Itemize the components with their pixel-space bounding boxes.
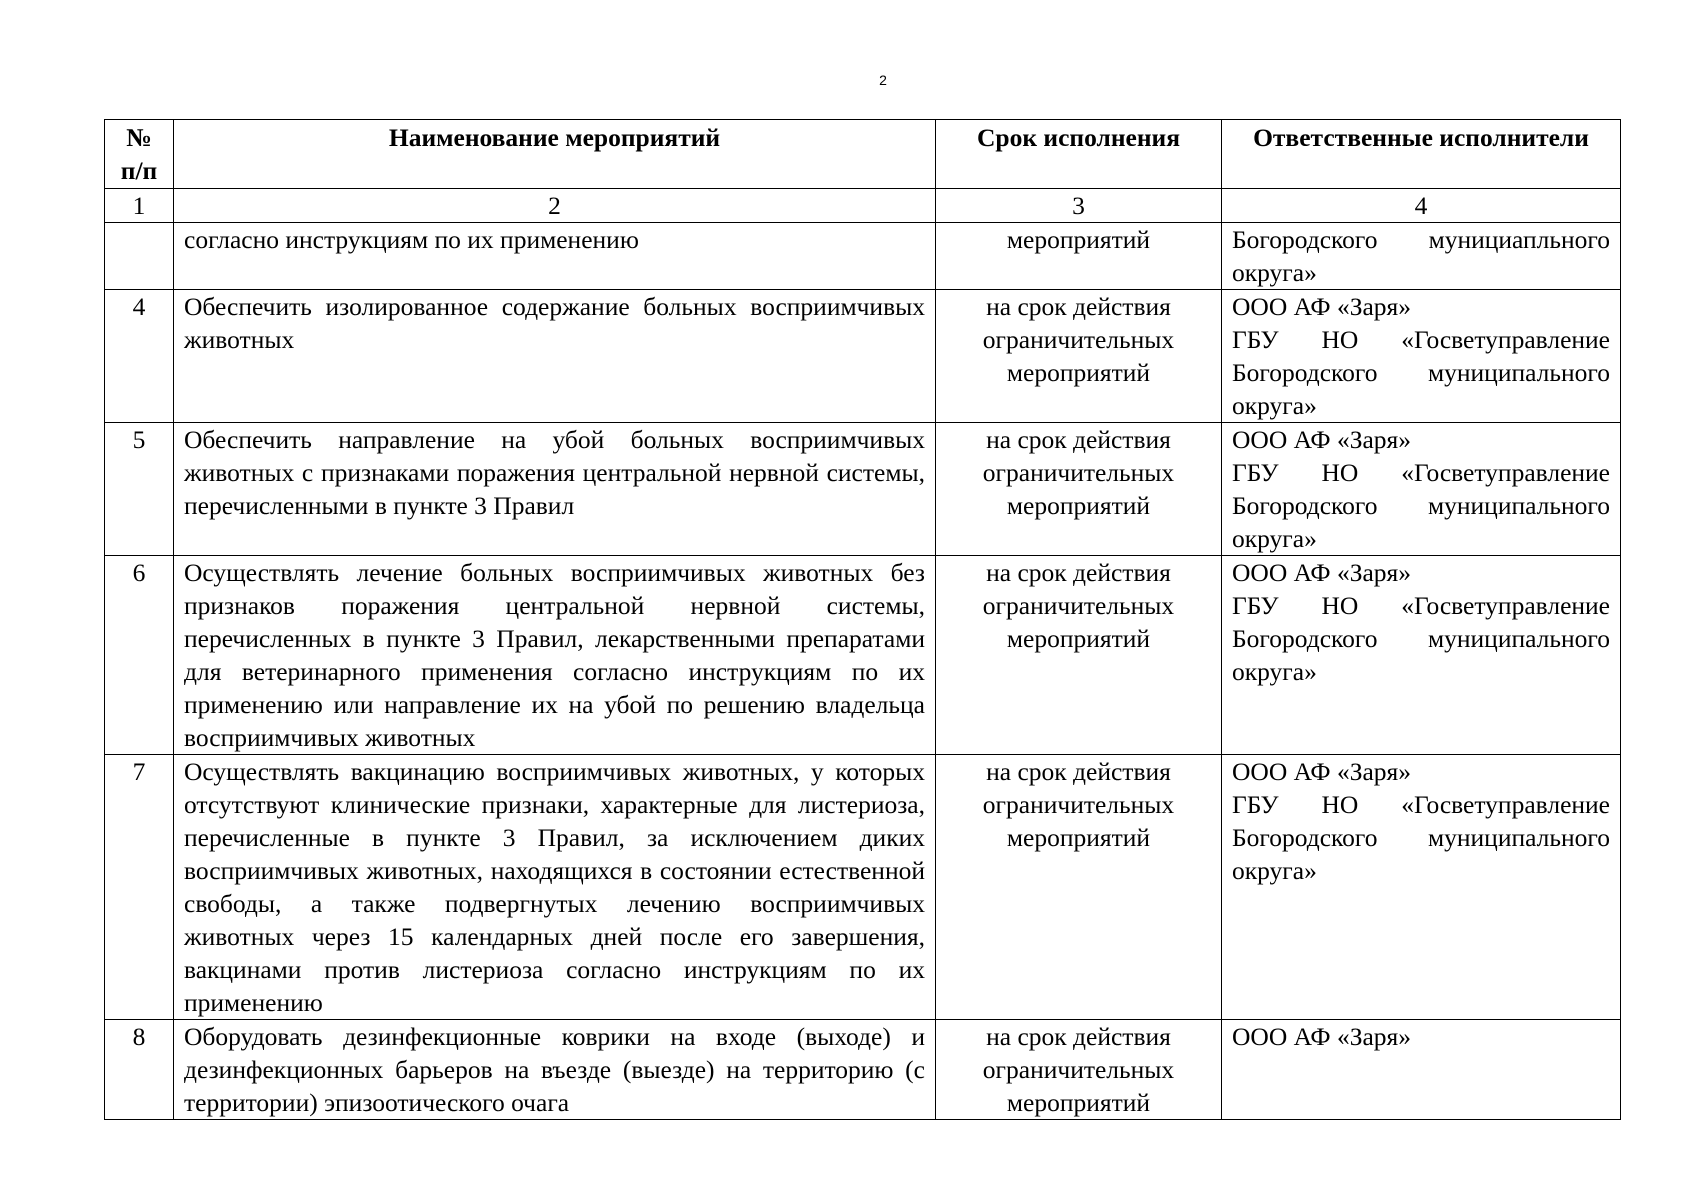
table-row: [105, 755, 1621, 1020]
row-responsible: [1222, 423, 1621, 556]
row-deadline: на срок действия ограничительных мероприятий: [936, 755, 1222, 1020]
row-number: 5: [105, 423, 174, 556]
row-activity: Оборудовать дезинфекционные коврики на входе (выходе) и дезинфекционных барьеров на въезде (выезде) на территорию (с территории) эпизоотического очага: [174, 1020, 936, 1120]
row-number: 7: [105, 755, 174, 1020]
row-number: 4: [105, 290, 174, 423]
row-number: 8: [105, 1020, 174, 1120]
table-header-row: [105, 120, 1621, 189]
responsible-line: округа»: [1232, 657, 1317, 686]
header-num-line1: №: [126, 123, 152, 152]
responsible-line: Богородского муниципального: [1232, 491, 1610, 520]
table-row: [105, 223, 1621, 290]
row-responsible: [1222, 1020, 1621, 1120]
responsible-line: ООО АФ «Заря»: [1232, 425, 1412, 454]
table-row: [105, 556, 1621, 755]
row-number: 6: [105, 556, 174, 755]
responsible-line: ООО АФ «Заря»: [1232, 292, 1412, 321]
row-activity: Осуществлять лечение больных восприимчивых животных без признаков поражения центральной нервной системы, перечисленных в пункте 3 Правил, лекарственными препаратами для ветеринарного применения согласно инструкциям по их применению или направление их на убой по решению владельца восприимчивых животных: [174, 556, 936, 755]
row-responsible: [1222, 223, 1621, 290]
row-number: [105, 223, 174, 290]
row-responsible: [1222, 290, 1621, 423]
column-index-row: [105, 189, 1621, 223]
header-num: [105, 120, 174, 189]
table-row: [105, 290, 1621, 423]
column-index: 3: [936, 189, 1222, 223]
responsible-line: Богородского муниципального: [1232, 624, 1610, 653]
page-number: 2: [879, 72, 887, 88]
row-deadline: на срок действия ограничительных мероприятий: [936, 423, 1222, 556]
table-row: [105, 1020, 1621, 1120]
responsible-line: Богородского муниципального: [1232, 358, 1610, 387]
responsible-line: Богородского муниципального: [1232, 823, 1610, 852]
row-activity: согласно инструкциям по их применению: [174, 223, 936, 290]
row-activity: Обеспечить направление на убой больных восприимчивых животных с признаками поражения центральной нервной системы, перечисленными в пункте 3 Правил: [174, 423, 936, 556]
responsible-line: ГБУ НО «Госветуправление: [1232, 591, 1610, 620]
header-deadline: Срок исполнения: [936, 120, 1222, 189]
row-activity: Осуществлять вакцинацию восприимчивых животных, у которых отсутствуют клинические признаки, характерные для листериоза, перечисленные в пункте 3 Правил, за исключением диких восприимчивых животных, находящихся в состоянии естественной свободы, а также подвергнутых лечению восприимчивых животных через 15 календарных дней после его завершения, вакцинами против листериоза согласно инструкциям по их применению: [174, 755, 936, 1020]
responsible-line: ГБУ НО «Госветуправление: [1232, 458, 1610, 487]
responsible-line: округа»: [1232, 524, 1317, 553]
column-index: 4: [1222, 189, 1621, 223]
header-num-line2: п/п: [120, 156, 158, 185]
table-row: [105, 423, 1621, 556]
responsible-line: ООО АФ «Заря»: [1232, 1022, 1412, 1051]
responsible-line: ООО АФ «Заря»: [1232, 558, 1412, 587]
responsible-line: ООО АФ «Заря»: [1232, 757, 1412, 786]
responsible-line: Богородского мунициапльного: [1232, 225, 1610, 254]
row-deadline: на срок действия ограничительных мероприятий: [936, 290, 1222, 423]
row-responsible: [1222, 556, 1621, 755]
header-name: Наименование мероприятий: [174, 120, 936, 189]
measures-table: [104, 119, 1621, 1120]
row-deadline: мероприятий: [936, 223, 1222, 290]
row-deadline: на срок действия ограничительных мероприятий: [936, 556, 1222, 755]
responsible-line: ГБУ НО «Госветуправление: [1232, 790, 1610, 819]
row-responsible: [1222, 755, 1621, 1020]
row-activity: Обеспечить изолированное содержание больных восприимчивых животных: [174, 290, 936, 423]
column-index: 2: [174, 189, 936, 223]
header-responsible: Ответственные исполнители: [1222, 120, 1621, 189]
responsible-line: округа»: [1232, 856, 1317, 885]
responsible-line: округа»: [1232, 258, 1317, 287]
responsible-line: ГБУ НО «Госветуправление: [1232, 325, 1610, 354]
row-deadline: на срок действия ограничительных мероприятий: [936, 1020, 1222, 1120]
responsible-line: округа»: [1232, 391, 1317, 420]
column-index: 1: [105, 189, 174, 223]
